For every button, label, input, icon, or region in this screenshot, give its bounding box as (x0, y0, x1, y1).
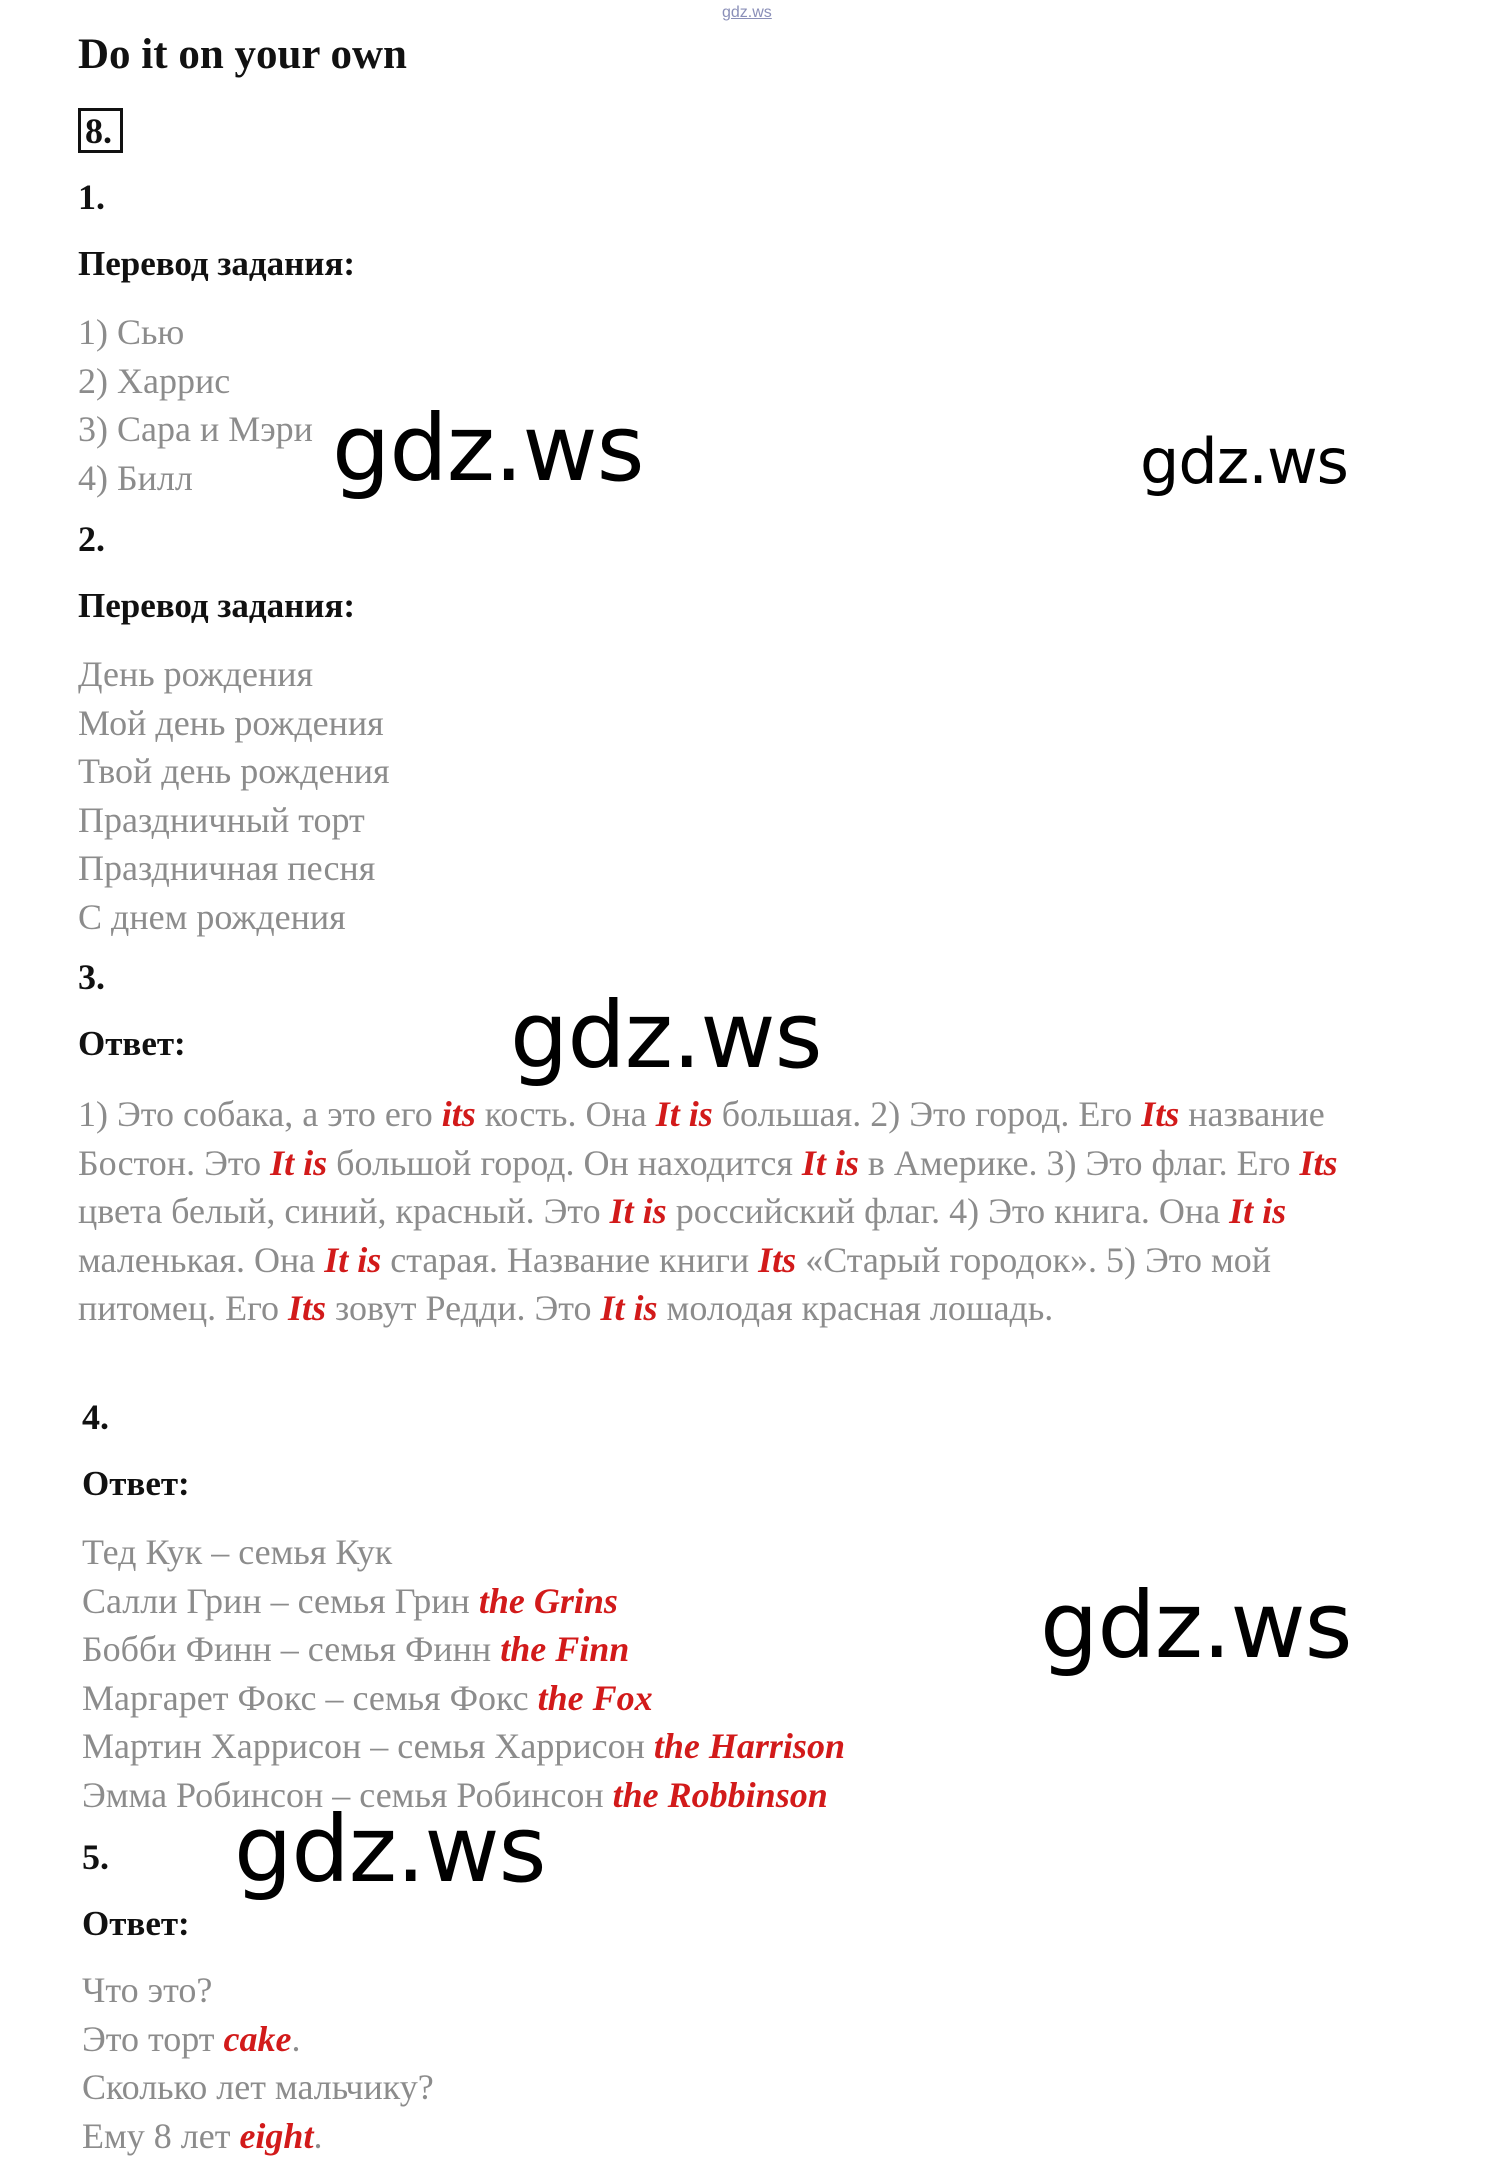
watermark-logo: gdz.ws (1040, 1572, 1352, 1679)
punctuation: . (291, 2018, 301, 2059)
list-item (82, 2063, 434, 2112)
answer-text: the Robbinson (612, 1774, 828, 1815)
answer-text: Its (758, 1239, 797, 1280)
paragraph-text: зовут Редди. Это (326, 1288, 601, 1328)
paragraph-text: цвета белый, синий, красный. Это (78, 1191, 610, 1231)
list-item: 3) Сара и Мэри (78, 409, 313, 449)
paragraph-text: в Америке. 3) Это флаг. Его (858, 1142, 1300, 1183)
list-item: Мой день рождения (78, 702, 384, 743)
section-3-number: 3. (78, 957, 105, 997)
answer-text: the Harrison (653, 1726, 845, 1766)
list-item: 1) Сью (78, 312, 185, 352)
answer-text: It is (609, 1191, 667, 1231)
watermark-logo: gdz.ws (510, 982, 822, 1089)
answer-text: cake (223, 2018, 292, 2059)
section-1-number: 1. (78, 177, 105, 217)
list-item (82, 1625, 845, 1674)
paragraph-text: молодая красная лошадь. (657, 1288, 1054, 1328)
answer-text: It is (801, 1142, 859, 1183)
section-5-number: 5. (82, 1837, 109, 1877)
paragraph-text: название Бостон. Это (78, 1094, 1325, 1183)
family-text: Салли Грин – семья Грин (82, 1580, 479, 1621)
list-item (82, 1577, 845, 1626)
watermark-logo: gdz.ws (1140, 425, 1348, 498)
list-item: С днем рождения (78, 896, 346, 937)
list-item: Твой день рождения (78, 751, 390, 791)
answer-text: Its (1299, 1142, 1338, 1183)
site-tag-link[interactable]: gdz.ws (722, 4, 772, 21)
watermark-logo: gdz.ws (332, 395, 644, 502)
section-4-list (82, 1528, 845, 1819)
list-item (82, 1674, 845, 1723)
paragraph-text: российский флаг. 4) Это книга. Она (666, 1191, 1230, 1231)
punctuation: . (313, 2115, 323, 2156)
section-4-label: Ответ: (82, 1464, 190, 1503)
page-heading: Do it on your own (78, 31, 407, 78)
paragraph-text: «Старый городок». 5) Это мой питомец. Его (78, 1239, 1272, 1328)
answer-text: It is (324, 1239, 382, 1280)
list-item: 4) Билл (78, 457, 193, 498)
answer-text: the Finn (500, 1629, 630, 1669)
list-item: Праздничный торт (78, 799, 365, 840)
section-1-list (78, 308, 313, 502)
section-2-number: 2. (78, 519, 105, 559)
answer-text: Its (1141, 1094, 1180, 1134)
list-item: 2) Харрис (78, 360, 231, 401)
family-text: Бобби Финн – семья Финн (82, 1629, 501, 1669)
answer-text: eight (239, 2115, 314, 2156)
section-5-label: Ответ: (82, 1904, 190, 1943)
list-item (82, 2112, 434, 2161)
section-5-list (82, 1966, 434, 2160)
question-text: Ему 8 лет (82, 2115, 240, 2156)
watermark-logo: gdz.ws (234, 1796, 546, 1903)
paragraph-text: большая. 2) Это город. Его (712, 1094, 1142, 1134)
list-item (82, 2015, 434, 2064)
answer-text: the Grins (478, 1580, 618, 1621)
section-2-list (78, 650, 390, 941)
section-1-label: Перевод задания: (78, 244, 356, 283)
section-3-answer-paragraph (78, 1090, 1378, 1333)
answer-text: its (441, 1094, 476, 1134)
list-item (82, 1966, 434, 2015)
answer-text: It is (270, 1142, 328, 1183)
section-4-number: 4. (82, 1397, 109, 1437)
question-text: Сколько лет мальчику? (82, 2067, 434, 2107)
paragraph-text: большой город. Он находится (327, 1142, 802, 1183)
list-item: День рождения (78, 654, 314, 694)
question-text: Что это? (82, 1970, 213, 2010)
list-item (82, 1722, 845, 1771)
family-text: Мартин Харрисон – семья Харрисон (82, 1726, 654, 1766)
answer-text: the Fox (537, 1677, 653, 1718)
paragraph-text: кость. Она (475, 1094, 656, 1134)
family-text: Маргарет Фокс – семья Фокс (82, 1677, 538, 1718)
paragraph-text: 1) Это собака, а это его (78, 1094, 442, 1134)
task-number-box: 8. (78, 108, 123, 153)
answer-text: It is (600, 1288, 658, 1328)
list-item (82, 1528, 845, 1577)
answer-text: It is (1229, 1191, 1287, 1231)
paragraph-text: старая. Название книги (381, 1239, 759, 1280)
family-text: Эмма Робинсон – семья Робинсон (82, 1774, 613, 1815)
section-2-label: Перевод задания: (78, 586, 356, 625)
family-text: Тед Кук – семья Кук (82, 1532, 393, 1572)
answer-text: It is (655, 1094, 713, 1134)
list-item: Праздничная песня (78, 848, 376, 888)
paragraph-text: маленькая. Она (78, 1239, 325, 1280)
answer-text: Its (288, 1288, 327, 1328)
question-text: Это торт (82, 2018, 224, 2059)
section-3-label: Ответ: (78, 1024, 186, 1063)
